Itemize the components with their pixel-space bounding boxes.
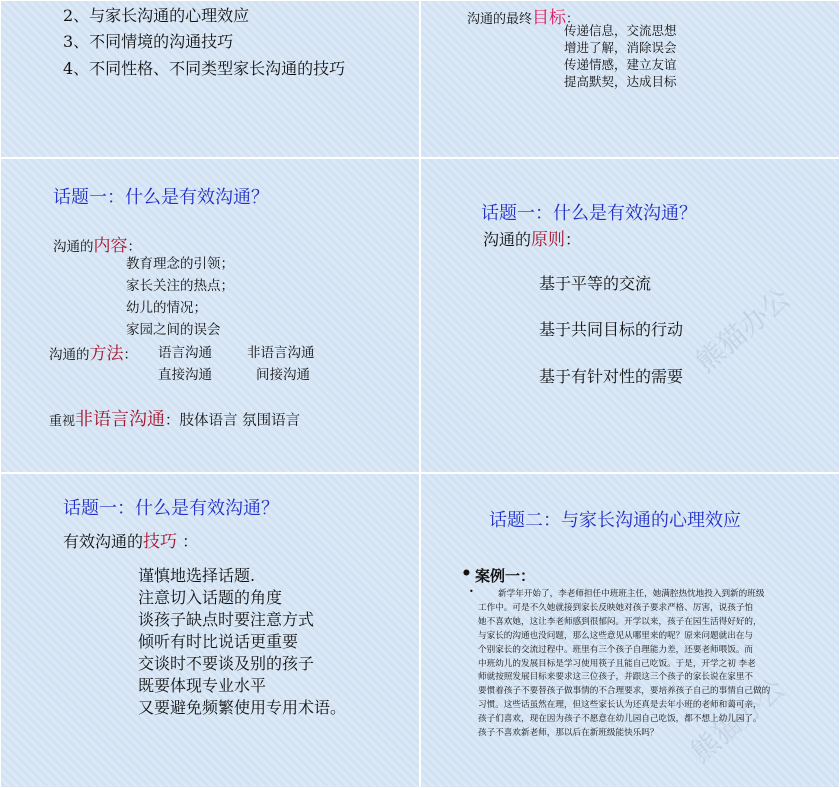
content-item: 家长关注的热点； [126, 278, 234, 294]
technique-colon: ： [177, 532, 199, 551]
goal-item: 提高默契，达成目标 [564, 74, 677, 89]
method-colon: ： [123, 347, 137, 363]
technique-item: 谈孩子缺点时要注意方式 [138, 610, 315, 629]
technique-item: 注意切入话题的角度 [138, 588, 283, 607]
case-line: 师就按照发展目标来要求这三位孩子，并跟这三个孩子的家长说在家里不 [478, 672, 754, 683]
content-colon: ： [127, 239, 141, 255]
case-line: 个别家长的交流过程中。班里有三个孩子自理能力差，还要老师喂饭。而 [478, 644, 754, 655]
slide-agenda [0, 0, 420, 158]
method-keyword: 方法 [89, 344, 124, 364]
goal-lead: 沟通的最终 [467, 12, 533, 27]
goal-item: 传递信息，交流思想 [564, 23, 677, 38]
technique-keyword: 技巧 [143, 532, 178, 552]
case-sub-bullet: • [469, 587, 474, 596]
case-line: 习惯。这些话虽然在理，但这些家长认为还真是去年小班的老师和蔼可亲， [478, 700, 762, 711]
technique-lead: 有效沟通的 [63, 532, 144, 551]
slide-goals [420, 0, 840, 158]
technique-item: 交谈时不要谈及别的孩子 [138, 654, 315, 673]
slide-title: 话题二：与家长沟通的心理效应 [489, 510, 741, 531]
principle-keyword: 原则 [531, 230, 566, 250]
goal-item: 传递情感，建立友谊 [564, 57, 677, 72]
nonverbal-line [49, 405, 300, 431]
principle-colon: ： [565, 230, 582, 249]
slide-case-study [420, 473, 840, 788]
content-lead: 沟通的 [53, 239, 94, 255]
case-line: 与家长的沟通也没问题，那么这些意见从哪里来的呢？原来问题就出在与 [478, 630, 754, 641]
method-item: 间接沟通 [256, 367, 310, 383]
case-line: 她不喜欢她，这让李老师感到很郁闷。开学以来，孩子在园生活得好好的， [478, 616, 762, 627]
technique-item: 又要避免频繁使用专用术语。 [138, 698, 347, 717]
slide-title: 话题一：什么是有效沟通？ [53, 187, 269, 208]
slide-techniques [0, 473, 420, 788]
case-bullet: • [461, 564, 472, 584]
slide-title: 话题一：什么是有效沟通？ [481, 203, 697, 224]
technique-item: 倾听有时比说话更重要 [138, 632, 299, 651]
content-item: 教育理念的引领； [126, 256, 234, 272]
goal-item: 增进了解，消除误会 [564, 40, 677, 55]
principle-heading [483, 225, 581, 250]
slide-content-methods [0, 158, 420, 473]
technique-item: 谨慎地选择话题. [138, 566, 256, 585]
slide-title: 话题一：什么是有效沟通？ [63, 498, 279, 519]
goal-colon: ： [566, 12, 580, 27]
agenda-item-2: 2、与家长沟通的心理效应 [63, 6, 250, 25]
nonverbal-rest: ：肢体语言 氛围语言 [165, 413, 301, 429]
method-item: 语言沟通 [158, 345, 212, 361]
case-line: 孩子不喜欢新老师，那以后在新班级能快乐吗？ [478, 728, 659, 738]
case-title: 案例一： [475, 567, 536, 585]
agenda-item-3: 3、不同情境的沟通技巧 [63, 32, 234, 51]
slide-principles [420, 158, 840, 473]
principle-item: 基于平等的交流 [539, 274, 652, 293]
method-lead: 沟通的 [49, 347, 90, 363]
case-line: 孩子们喜欢，现在因为孩子不愿意在幼儿园自己吃饭，都不想上幼儿园了。 [478, 714, 762, 725]
case-line: 新学年开始了，李老师担任中班班主任，她满腔热忱地投入到新的班级 [498, 589, 765, 599]
goal-heading [467, 3, 579, 28]
watermark: 熊猫办公 [689, 281, 797, 379]
case-line: 中班幼儿的发展目标是学习使用筷子且能自己吃饭。于是，开学之初 李老 [478, 658, 756, 669]
principle-item: 基于共同目标的行动 [539, 320, 684, 339]
content-item: 家园之间的误会 [126, 322, 221, 338]
method-item: 非语言沟通 [247, 345, 315, 361]
agenda-item-4: 4、不同性格、不同类型家长沟通的技巧 [63, 59, 346, 78]
content-item: 幼儿的情况； [126, 300, 207, 316]
principle-lead: 沟通的 [483, 230, 532, 249]
technique-heading [63, 527, 198, 552]
goal-keyword: 目标 [532, 8, 567, 28]
nonverbal-lead: 重视 [49, 414, 76, 429]
method-item: 直接沟通 [158, 367, 212, 383]
method-heading [49, 339, 137, 364]
content-keyword: 内容 [93, 236, 128, 256]
nonverbal-keyword: 非语言沟通 [75, 409, 166, 430]
case-line: 要惯着孩子不要替孩子做事情的不合理要求，要培养孩子自己的事情自己做的 [478, 686, 771, 697]
case-line: 工作中。可是不久她就接到家长反映她对孩子要求严格、厉害，说孩子怕 [478, 602, 754, 613]
principle-item: 基于有针对性的需要 [539, 367, 684, 386]
technique-item: 既要体现专业水平 [138, 676, 267, 695]
watermark: 熊猫办公 [684, 671, 792, 769]
